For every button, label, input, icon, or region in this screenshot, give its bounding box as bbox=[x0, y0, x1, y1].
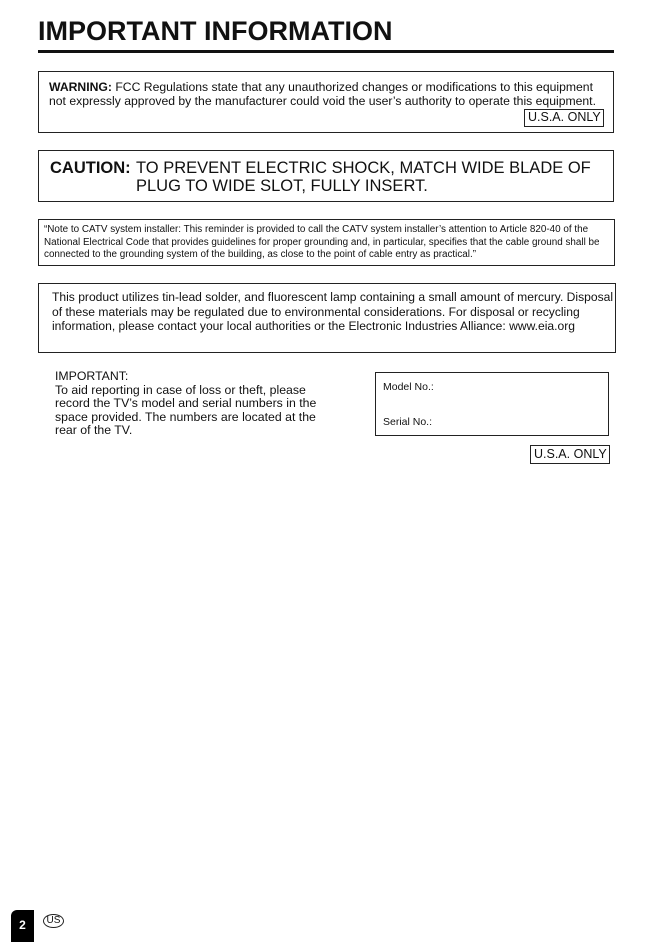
caution-text: TO PREVENT ELECTRIC SHOCK, MATCH WIDE BLADE OF PLUG TO WIDE SLOT, FULLY INSERT. bbox=[136, 159, 591, 195]
usa-only-badge-2: U.S.A. ONLY bbox=[530, 445, 610, 464]
catv-note-text: “Note to CATV system installer: This reminder is provided to call the CATV system installer’s attention to Article 820-40 of the National Electrical Code that provides guidelines for proper grounding and, in particular, specifies that the cable ground shall be connected to the grounding system of the building, as close to the point of cable entry as practical.” bbox=[44, 224, 600, 260]
model-serial-box bbox=[375, 372, 609, 436]
serial-number-label: Serial No.: bbox=[383, 416, 433, 428]
title-rule bbox=[38, 50, 614, 53]
page-number: 2 bbox=[11, 910, 34, 942]
page-title: IMPORTANT INFORMATION bbox=[38, 16, 393, 46]
usa-only-badge: U.S.A. ONLY bbox=[524, 109, 604, 127]
important-notice bbox=[55, 370, 335, 438]
warning-text: FCC Regulations state that any unauthorized changes or modifications to this equipment not expressly approved by the manufacturer could void the user’s authority to operate this equipment. bbox=[49, 80, 596, 108]
catv-note-box bbox=[38, 219, 615, 266]
model-number-label: Model No.: bbox=[383, 381, 434, 393]
important-heading: IMPORTANT: bbox=[55, 369, 129, 383]
warning-label: WARNING: bbox=[49, 80, 112, 94]
region-us-icon: US bbox=[43, 914, 64, 928]
caution-label: CAUTION: bbox=[50, 159, 131, 177]
important-text: To aid reporting in case of loss or theft, please record the TV’s model and serial numbers in the space provided. The numbers are located at the rear of the TV. bbox=[55, 382, 317, 437]
disposal-text: This product utilizes tin-lead solder, and fluorescent lamp containing a small amount of mercury. Disposal of these materials may be regulated due to environmental considerations. For disposal or recycling information, please contact your local authorities or the Electronic Industries Alliance: www.eia.org bbox=[52, 290, 614, 333]
disposal-box bbox=[38, 283, 616, 353]
caution-box bbox=[38, 150, 614, 202]
